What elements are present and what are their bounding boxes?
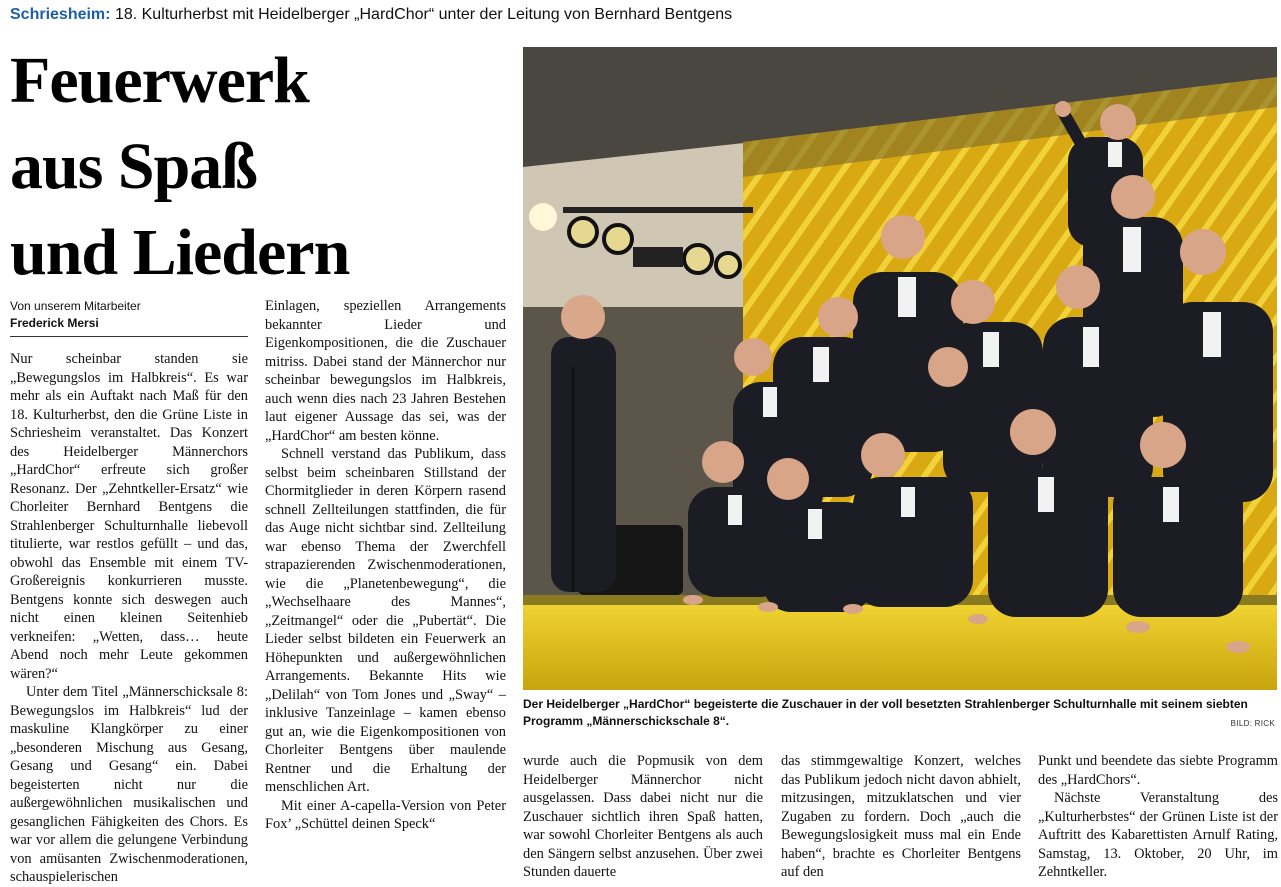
kicker-place: Schriesheim: [10,6,111,23]
paragraph: das stimmgewaltige Konzert, welches das Publikum jedoch nicht davon abhielt, mitzusingen, mitzuklatschen und vier Zugaben zu fordern. Doch „auch die Bewegungslosigkeit muss mal ein Ende haben“, brachte es Chorleiter Bentgens auf den [781,753,1021,880]
paragraph: Nächste Veranstaltung des „Kulturherbstes“ der Grünen Liste ist der Auftritt des Kabarettisten Arnulf Rating, Samstag, 13. Oktober, 20 Uhr, im Zehntkeller. [1038,790,1278,880]
article-column-4 [781,752,1021,882]
choir-stage-illustration [523,47,1277,690]
byline [10,298,248,337]
article-column-3 [523,752,763,882]
photo-caption: Der Heidelberger „HardChor“ begeisterte die Zuschauer in der voll besetzten Strahlenberger Schulturnhalle mit seinem siebten Programm „Männerschickschale 8“. [523,697,1248,728]
article-column-2 [265,297,506,834]
byline-author: Frederick Mersi [10,316,99,330]
concert-photo [523,47,1277,690]
article-column-1 [10,350,248,887]
headline-line-3: und Liedern [10,216,350,289]
byline-label: Von unserem Mitarbeiter [10,299,141,313]
article-column-5 [1038,752,1278,882]
paragraph: Nur scheinbar standen sie „Bewegungslos im Halbkreis“. Es war mehr als ein Auftakt nach Maß für den 18. Kulturherbst, den die Grüne Liste in Schriesheim veranstaltet. Das Konzert des Heidelberger Männerchors „HardChor“ erfreute sich großer Resonanz. Der „Zehntkeller-Ersatz“ wie Chorleiter Bernhard Bentgens die Strahlenberger Schulturnhalle liebevoll titulierte, war restlos gefüllt – und das, obwohl das Ensemble mit einem TV-Großereignis konkurrieren musste. Bentgens konnte sich deswegen auch nicht einen kleinen Seitenhieb verkneifen: „Wetten, dass… heute Abend noch mehr Leute gekommen wären?“ [10,351,248,682]
paragraph: Mit einer A-capella-Version von Peter Fox’ „Schüttel deinen Speck“ [265,797,506,832]
paragraph: Punkt und beendete das siebte Programm des „HardChors“. [1038,753,1278,788]
paragraph: Einlagen, speziellen Arrangements bekannter Lieder und Eigenkompositionen, die die Zuschauer mitriss. Dabei stand der Männerchor nur scheinbar bewegungslos im Halbkreis, auch wenn dies nach 23 Jahren Bestehen laut eigener Aussage das sei, was der „HardChor“ am besten könne. [265,298,506,444]
headline-line-2: aus Spaß [10,130,258,203]
headline [10,38,510,296]
kicker-text: 18. Kulturherbst mit Heidelberger „HardChor“ unter der Leitung von Bernhard Bentgens [114,6,733,23]
photo-credit: BILD: RICK [1230,719,1275,728]
paragraph: Unter dem Titel „Männerschicksale 8: Bewegungslos im Halbkreis“ lud der maskuline Klangkörper zu einer „besonderen Mischung aus Gesang, Gesang und Gesang“ ein. Dabei begeisterten nicht nur die außergewöhnlichen musikalischen und gesanglichen Fähigkeiten des Chors. Es war vor allem die gelungene Verbindung von amüsanten Zwischenmoderationen, schauspielerischen [10,684,248,885]
headline-line-1: Feuerwerk [10,44,309,117]
paragraph: Schnell verstand das Publikum, dass selbst beim scheinbaren Stillstand der Chormitglieder in deren Körpern rasend schnell Zellteilungen stattfinden, die für das Auge nicht sichtbar sind. Zellteilung war ebenso Thema der Zwerchfell strapazierenden Zwischenmoderationen, wie die „Planetenbewegung“, die „Wechselhaare des Mannes“, „Zeitmangel“ oder die „Pubertät“. Die Lieder selbst bildeten ein Feuerwerk an Höhepunkten und außergewöhnlichen Arrangements. Bekannte Hits wie „Delilah“ von Tom Jones und „Sway“ – inklusive Tanzeinlage – kamen ebenso gut an, wie die Eigenkompositionen von Chorleiter Bentgens über maulende Rentner und die Erhaltung der menschlichen Art. [265,446,506,795]
paragraph: wurde auch die Popmusik von dem Heidelberger Männerchor nicht ausgelassen. Dass dabei nicht nur die Zuschauer sichtlich ihren Spaß hatten, war sowohl Chorleiter Bentgens als auch den Sängern selbst anzusehen. Über zwei Stunden dauerte [523,753,763,880]
kicker-line [10,4,1270,26]
